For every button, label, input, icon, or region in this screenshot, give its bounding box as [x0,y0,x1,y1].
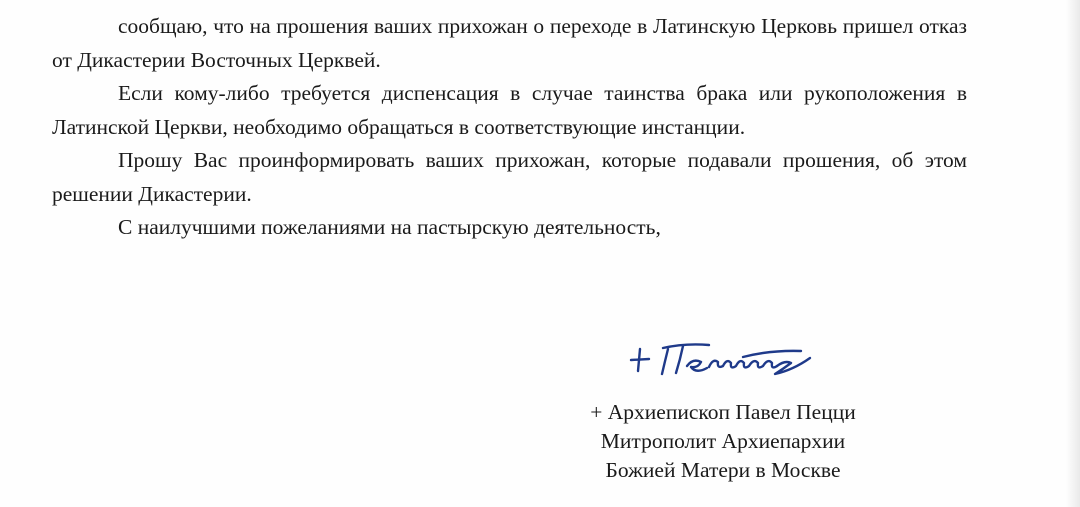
letter-body [52,10,967,245]
signatory-block [548,398,898,485]
paragraph-inform-parishioners: Прошу Вас проинформировать ваших прихожан, которые подавали прошения, об этом решении Дикастерии. [52,148,967,206]
signatory-archdiocese: Божией Матери в Москве [605,458,841,482]
signatory-title-name: + Архиепископ Павел Пецци [590,400,856,424]
page-edge-shadow [1066,0,1080,507]
paragraph-closing-wishes: С наилучшими пожеланиями на пастырскую деятельность, [118,215,661,239]
paragraph-refusal: сообщаю, что на прошения ваших прихожан о переходе в Латинскую Церковь пришел отказ от Дикастерии Восточных Церквей. [52,14,967,72]
handwritten-signature [625,336,820,382]
paragraph-dispensation: Если кому-либо требуется диспенсация в случае таинства брака или рукоположения в Латинской Церкви, необходимо обращаться в соответствующие инстанции. [52,81,967,139]
signatory-position: Митрополит Архиепархии [600,429,846,453]
